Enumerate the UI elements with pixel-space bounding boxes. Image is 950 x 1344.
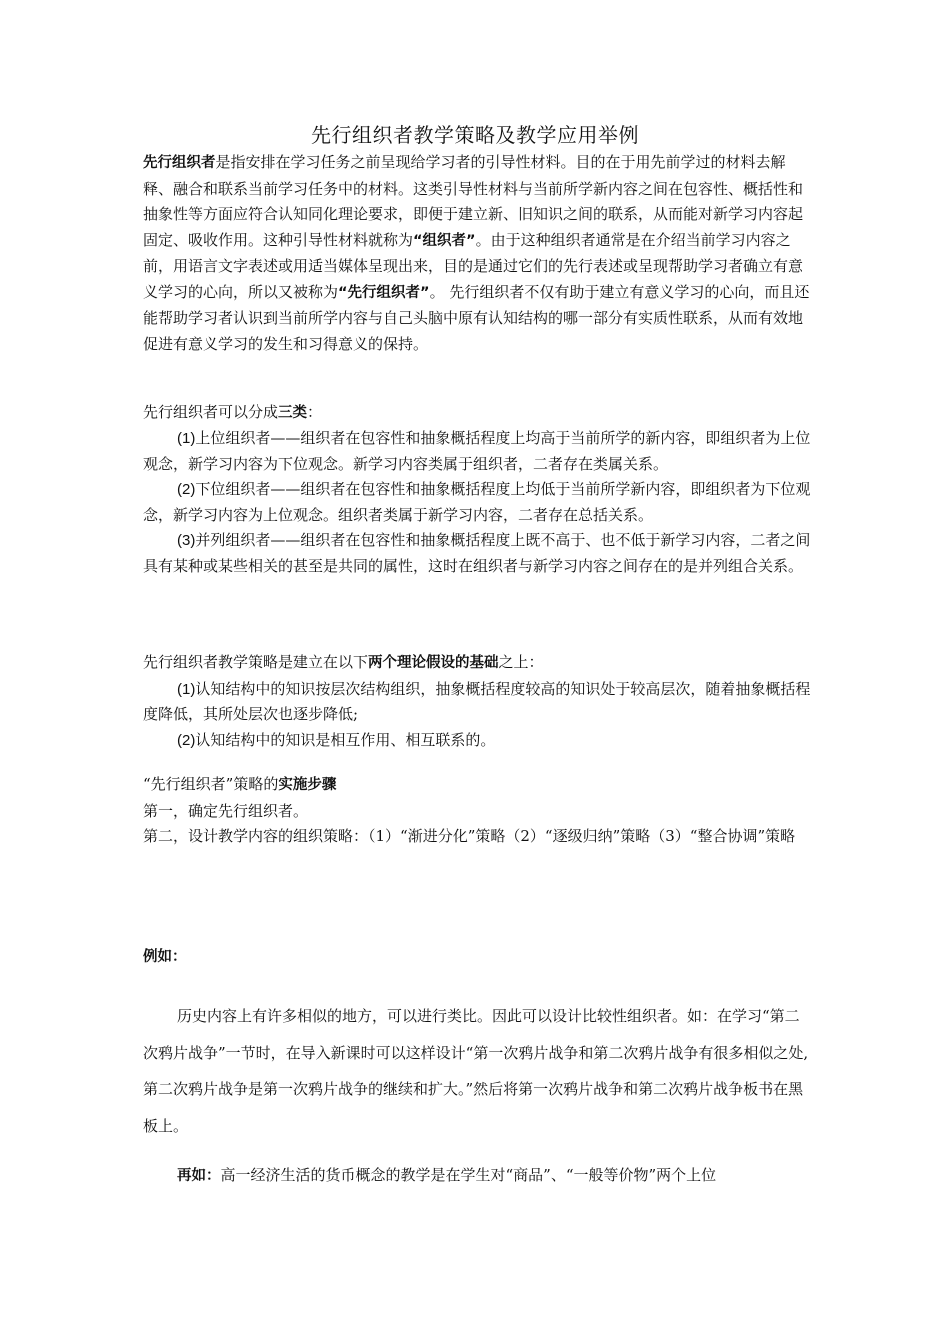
list-item (143, 728, 811, 754)
list-item (143, 528, 811, 579)
basis-label-text: 先行组织者教学策略是建立在以下 (143, 653, 369, 671)
types-label-colon: ： (307, 403, 323, 421)
example-label-text: 例如： (143, 949, 187, 965)
basis-label-bold: 两个理论假设的基础 (368, 655, 499, 671)
step-line-2: 第二，设计教学内容的组织策略：（1）“渐进分化”策略（2）“逐级归纳”策略（3）“整合协调”策略 (143, 827, 796, 845)
page-title: 先行组织者教学策略及教学应用举例 (311, 123, 639, 147)
item-text: 上位组织者——组织者在包容性和抽象概括程度上均高于当前所学的新内容，即组织者为上位观念，新学习内容为下位观念。新学习内容类属于组织者，二者存在类属关系。 (143, 429, 811, 473)
item-number: (1) (177, 680, 196, 698)
term-advance-organizer-quoted: “先行组织者” (338, 284, 430, 301)
item-text: 并列组织者——组织者在包容性和抽象概括程度上既不高于、也不低于新学习内容，二者之间具有某种或某些相关的甚至是共同的属性，这时在组织者与新学习内容之间存在的是并列组合关系。 (143, 531, 811, 575)
item-number: (1) (177, 430, 196, 447)
types-label-text: 先行组织者可以分成 (143, 403, 279, 421)
intro-text-1: 是指安排在学习任务之前呈现给学习者的引导性材料。目的在于用先前学过的材料去解释、融合和联系当前学习任务中的材料。这类引导性材料与当前所学新内容之间在包容性、概括性和抽象性等方面应符合认知同化理论要求，即便于建立新、旧知识之间的联系，从而能对新学习内容起固定、吸收作用。这种引导性材料就称为 (143, 153, 804, 249)
example-label (143, 944, 811, 970)
item-number: (2) (177, 731, 196, 749)
history-example-text: 历史内容上有许多相似的地方，可以进行类比。因此可以设计比较性组织者。如：在学习“第二次鸦片战争”一节时，在导入新课时可以这样设计“第一次鸦片战争和第二次鸦片战争有很多相似之处,第二次鸦片战争是第一次鸦片战争的继续和扩大。”然后将第一次鸦片战争和第二次鸦片战争板书在黑板上。 (143, 1007, 809, 1135)
steps-label-bold: 实施步骤 (278, 777, 337, 793)
basis-label-post: 之上： (498, 653, 544, 671)
term-organizer: “组织者” (413, 232, 476, 249)
second-example-label: 再如： (177, 1168, 221, 1184)
second-example-text: 高一经济生活的货币概念的教学是在学生对“商品”、“一般等价物”两个上位 (220, 1166, 717, 1184)
item-text: 认知结构中的知识按层次结构组织，抽象概括程度较高的知识处于较高层次，随着抽象概括程度降低，其所处层次也逐步降低; (143, 679, 811, 723)
second-example (143, 1162, 811, 1189)
item-number: (3) (177, 532, 196, 549)
steps-section (143, 772, 811, 850)
steps-label-text: “先行组织者”策略的 (143, 775, 279, 793)
intro-text-2: 。由于这种组织者通常是在介绍当前学习内容之前，用语言文字表述或用适当媒体呈现出来，目的是通过它们的先行表述或呈现帮助学习者确立有意义学习的心向，所以又被称为 (143, 230, 804, 301)
list-item (143, 426, 811, 477)
types-label-bold: 三类 (278, 405, 308, 421)
term-advance-organizer: 先行组织者 (143, 155, 216, 171)
item-text: 下位组织者——组织者在包容性和抽象概括程度上均低于当前所学新内容，即组织者为下位观念，新学习内容为上位观念。组织者类属于新学习内容，二者存在总括关系。 (143, 480, 811, 524)
types-list (143, 426, 811, 579)
list-item (143, 477, 811, 528)
types-label (143, 400, 811, 426)
history-example (143, 998, 811, 1144)
item-text: 认知结构中的知识是相互作用、相互联系的。 (195, 730, 496, 749)
intro-text-3: 。 先行组织者不仅有助于建立有意义学习的心向，而且还能帮助学习者认识到当前所学内容与自己头脑中原有认知结构的哪一部分有实质性联系，从而有效地促进有意义学习的发生和习得意义的保持。 (143, 282, 810, 353)
step-line-1: 第一，确定先行组织者。 (143, 801, 309, 820)
list-item (143, 677, 811, 728)
basis-section (143, 650, 811, 753)
item-number: (2) (177, 481, 196, 498)
intro-paragraph (143, 150, 811, 357)
